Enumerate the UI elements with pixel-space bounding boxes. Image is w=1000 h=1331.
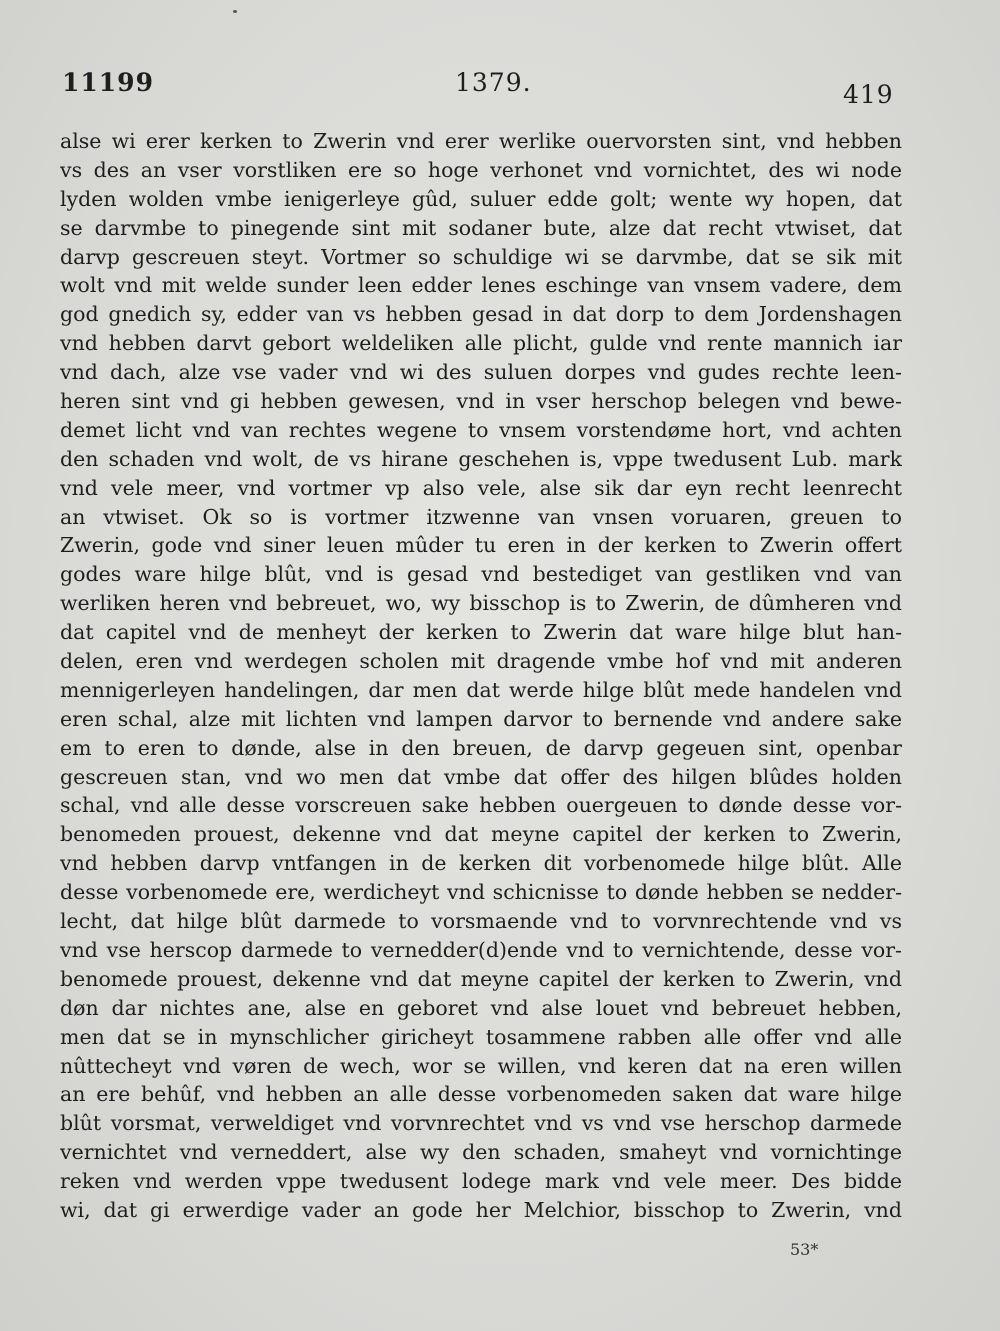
text-line: Zwerin, gode vnd siner leuen mûder tu eren in der kerken to Zwerin offert xyxy=(60,533,902,558)
text-line: desse vorbenomede ere, werdicheyt vnd schicnisse to dønde hebben se nedder- xyxy=(60,880,902,905)
text-line: gescreuen stan, vnd wo men dat vmbe dat offer des hilgen blûdes holden xyxy=(60,764,902,789)
text-line: døn dar nichtes ane, alse en geboret vnd alse louet vnd bebreuet hebben, xyxy=(60,995,902,1020)
text-line: alse wi erer kerken to Zwerin vnd erer werlike ouervorsten sint, vnd hebben xyxy=(60,129,902,153)
ink-speck xyxy=(233,10,237,13)
text-line: eren schal, alze mit lichten vnd lampen darvor to bernende vnd andere sake xyxy=(60,706,902,731)
text-line: heren sint vnd gi hebben gewesen, vnd in vser herschop belegen vnd bewe- xyxy=(60,389,902,414)
text-line: vs des an vser vorstliken ere so hoge verhonet vnd vornichtet, des wi node xyxy=(60,157,902,182)
page-number: 419 xyxy=(843,80,894,109)
text-line: den schaden vnd wolt, de vs hirane geschehen is, vppe twedusent Lub. mark xyxy=(60,446,902,471)
text-line: dat capitel vnd de menheyt der kerken to Zwerin dat ware hilge blut han- xyxy=(60,620,902,645)
text-line: reken vnd werden vppe twedusent lodege mark vnd vele meer. Des bidde xyxy=(60,1169,902,1194)
text-line: blût vorsmat, verweldiget vnd vorvnrechtet vnd vs vnd vse herschop darmede xyxy=(60,1111,902,1136)
year-heading: 1379. xyxy=(455,68,532,97)
text-line: werliken heren vnd bebreuet, wo, wy bisschop is to Zwerin, de dûmheren vnd xyxy=(60,591,902,616)
document-number: 11199 xyxy=(62,68,154,97)
text-line: nûttecheyt vnd vøren de wech, wor se willen, vnd keren dat na eren willen xyxy=(60,1053,902,1078)
text-line: se darvmbe to pinegende sint mit sodaner bute, alze dat recht vtwiset, dat xyxy=(60,215,902,240)
text-line: benomeden prouest, dekenne vnd dat meyne capitel der kerken to Zwerin, xyxy=(60,822,902,847)
text-line: lyden wolden vmbe ienigerleye gûd, suluer edde golt; wente wy hopen, dat xyxy=(60,186,902,211)
text-line: wolt vnd mit welde sunder leen edder lenes eschinge van vnsem vadere, dem xyxy=(60,273,902,298)
text-line: men dat se in mynschlicher giricheyt tosammene rabben alle offer vnd alle xyxy=(60,1024,902,1049)
text-line: wi, dat gi erwerdige vader an gode her Melchior, bisschop to Zwerin, vnd xyxy=(60,1197,902,1222)
text-line: vnd hebben darvp vntfangen in de kerken dit vorbenomede hilge blût. Alle xyxy=(60,851,902,876)
text-line: lecht, dat hilge blût darmede to vorsmaende vnd to vorvnrechtende vnd vs xyxy=(60,909,902,934)
text-line: godes ware hilge blût, vnd is gesad vnd bestediget van gestliken vnd van xyxy=(60,562,902,587)
signature-mark: 53* xyxy=(790,1240,819,1259)
text-line: vnd dach, alze vse vader vnd wi des suluen dorpes vnd gudes rechte leen- xyxy=(60,360,902,385)
text-line: darvp gescreuen steyt. Vortmer so schuldige wi se darvmbe, dat se sik mit xyxy=(60,244,902,269)
text-line: schal, vnd alle desse vorscreuen sake hebben ouergeuen to dønde desse vor- xyxy=(60,793,902,818)
text-line: vnd hebben darvt gebort weldeliken alle plicht, gulde vnd rente mannich iar xyxy=(60,331,902,356)
body-text xyxy=(60,127,902,1225)
text-line: an ere behûf, vnd hebben an alle desse vorbenomeden saken dat ware hilge xyxy=(60,1082,902,1107)
text-line: god gnedich sy, edder van vs hebben gesad in dat dorp to dem Jordenshagen xyxy=(60,302,902,327)
text-line: delen, eren vnd werdegen scholen mit dragende vmbe hof vnd mit anderen xyxy=(60,649,902,674)
text-line: vnd vse herscop darmede to vernedder(d)ende vnd to vernichtende, desse vor- xyxy=(60,937,902,962)
text-line: mennigerleyen handelingen, dar men dat werde hilge blût mede handelen vnd xyxy=(60,677,902,702)
text-line: vernichtet vnd verneddert, alse wy den schaden, smaheyt vnd vornichtinge xyxy=(60,1140,902,1165)
text-line: an vtwiset. Ok so is vortmer itzwenne van vnsen voruaren, greuen to xyxy=(60,504,902,529)
text-line: em to eren to dønde, alse in den breuen, de darvp gegeuen sint, openbar xyxy=(60,735,902,760)
text-line: demet licht vnd van rechtes wegene to vnsem vorstendøme hort, vnd achten xyxy=(60,417,902,442)
text-line: vnd vele meer, vnd vortmer vp also vele, alse sik dar eyn recht leenrecht xyxy=(60,475,902,500)
text-line: benomede prouest, dekenne vnd dat meyne capitel der kerken to Zwerin, vnd xyxy=(60,966,902,991)
